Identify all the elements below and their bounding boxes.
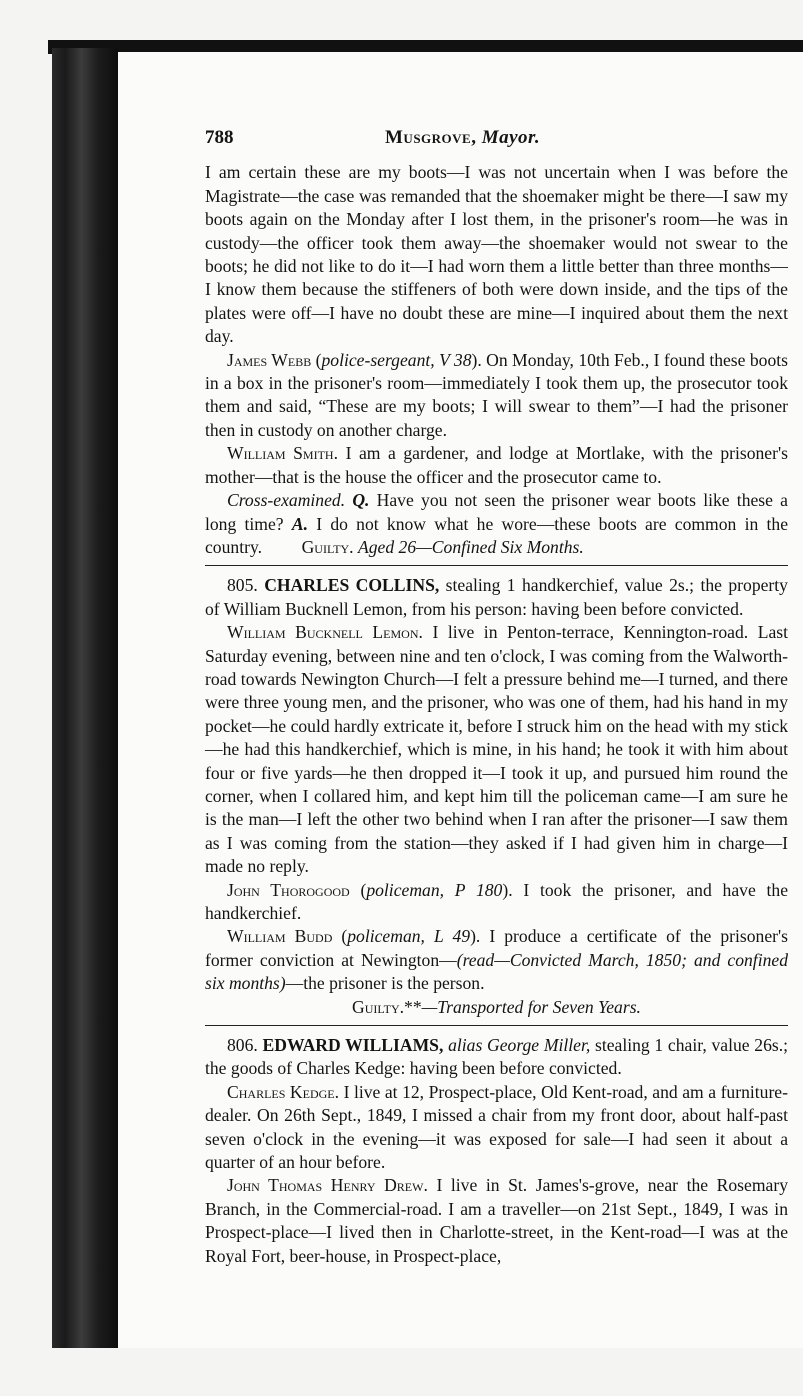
testimony-text: I produce a certificate of the prisoner's former conviction at Newington— [205, 926, 788, 970]
question-text: Have you not seen the prisoner wear boots like these a long time? [205, 490, 788, 534]
testimony-thorogood: John Thorogood (policeman, P 180). I took the prisoner, and have the handkerchief. [205, 879, 788, 923]
sentence: Aged 26—Confined Six Months. [358, 536, 584, 557]
case-number: 805. [227, 575, 258, 596]
defendant-name: CHARLES COLLINS, [264, 575, 440, 596]
testimony-webb: James Webb (police-sergeant, V 38). On Monday, 10th Feb., I found these boots in a box in the prisoner's room—immediately I took them up, the prosecutor took them and said, “These are my boots; I will swear to them”—I had the prisoner then in custody on another charge. [205, 349, 788, 440]
witness-name: James Webb [227, 349, 312, 370]
testimony-text: I live in Penton-terrace, Kennington-road. Last Saturday evening, between nine and ten o'clock, I was coming from the Walworth-road towards Newington Church—I felt a pressure behind me—I turned, and there were three young men, and the prisoner, who was one of them, had his hand in my pocket—he could hardly extricate it, before I struck him on the head with my stick—he had this handkerchief, which is mine, in his hand; he took it with him about four or five yards—he then dropped it—I took it up, and pursued him round the corner, when I collared him, and kept him till the policeman came—I am sure he is the man—I left the other two behind when I ran after the prisoner—I saw them as I was coming from the station—they asked if I had given him in charge—I made no reply. [205, 622, 788, 877]
page-header [205, 126, 788, 149]
charge-text: stealing 1 chair, value 26s.; the goods of Charles Kedge: having been before convicted. [205, 1035, 788, 1079]
testimony-lemon [205, 621, 788, 878]
page-number: 788 [205, 127, 234, 148]
witness-name: John Thomas Henry Drew. [227, 1175, 428, 1196]
witness-name: John Thorogood [227, 879, 350, 900]
witness-name: William Smith. [227, 443, 338, 464]
defendant-alias: alias George Miller, [448, 1035, 591, 1056]
testimony-continued: I am certain these are my boots—I was not uncertain when I was before the Magistrate—the case was remanded that the shoemaker might be there—I saw my boots again on the Monday after I lost them, in the prisoner's room—he was in custody—the officer took them away—the shoemaker would not swear to the boots; he did not like to do it—I had worn them a little better than three months—I know them because the stiffeners of both were down inside, and the tips of the plates were off—I have no doubt these are mine—I inquired about them the next day. [205, 162, 788, 347]
testimony-text: I live at 12, Prospect-place, Old Kent-road, and am a furniture-dealer. On 26th Sept., 1849, I missed a chair from my front door, about half-past seven o'clock in the evening—it was exposed for sale—I had seen it about a quarter of an hour before. [205, 1081, 788, 1173]
verdict: Guilty.** [352, 996, 422, 1017]
book-spine [52, 48, 118, 1348]
running-head: Musgrove, Mayor. [385, 127, 541, 148]
case-divider [205, 565, 788, 566]
testimony-text: I live in St. James's-grove, near the Rosemary Branch, in the Commercial-road. I am a traveller—on 21st Sept., 1849, I was in Prospect-place—I lived then in Charlotte-street, in the Kent-road—I was at the Royal Fort, beer-house, in Prospect-place, [205, 1175, 788, 1266]
running-head-title: Mayor. [481, 127, 541, 148]
witness-role: policeman, L 49 [347, 926, 471, 947]
witness-name: Charles Kedge. [227, 1081, 340, 1102]
testimony-drew [205, 1174, 788, 1268]
cross-examination [205, 489, 788, 559]
cross-label: Cross-examined. [227, 490, 346, 511]
record-read: (read—Convicted March, 1850; and confined six months) [205, 949, 788, 994]
testimony-text: On Monday, 10th Feb., I found these boots in a box in the prisoner's room—immediately I took them up, the prosecutor took them and said, “These are my boots; I will swear to them”—I had the prisoner then in custody on another charge. [205, 349, 788, 440]
case-805-heading [205, 574, 788, 621]
witness-role: police-sergeant, V 38 [321, 349, 472, 370]
running-head-name: Musgrove [385, 127, 472, 148]
testimony-smith [205, 442, 788, 489]
testimony-kedge [205, 1081, 788, 1175]
page-content [205, 126, 788, 1268]
charge-text: stealing 1 handkerchief, value 2s.; the property of William Bucknell Lemon, from his person: having been before convicted. [205, 575, 788, 619]
witness-name: William Budd [227, 926, 333, 947]
case-divider [205, 1025, 788, 1026]
verdict-line [205, 996, 788, 1019]
answer-marker: A. [291, 513, 308, 534]
witness-name: William Bucknell Lemon. [227, 622, 423, 643]
answer-text: I do not know what he wore—these boots are common in the country. [205, 513, 789, 557]
defendant-name: EDWARD WILLIAMS, [262, 1035, 444, 1056]
witness-role: policeman, P 180 [366, 879, 503, 900]
case-806-heading [205, 1034, 788, 1081]
case-number: 806. [227, 1035, 258, 1056]
verdict: Guilty. [301, 536, 354, 557]
testimony-text: —the prisoner is the person. [285, 973, 485, 994]
sentence: —Transported for Seven Years. [421, 996, 641, 1017]
testimony-budd: William Budd (policeman, L 49). I produce a certificate of the prisoner's former conviction at Newington—(read—Convicted March, 1850; and confined six months)—the prisoner is the person. [205, 926, 788, 994]
testimony-text: I took the prisoner, and have the handkerchief. [205, 879, 788, 923]
testimony-text: I am a gardener, and lodge at Mortlake, with the prisoner's mother—that is the house the officer and the prosecutor came to. [205, 443, 788, 487]
question-marker: Q. [352, 490, 370, 511]
